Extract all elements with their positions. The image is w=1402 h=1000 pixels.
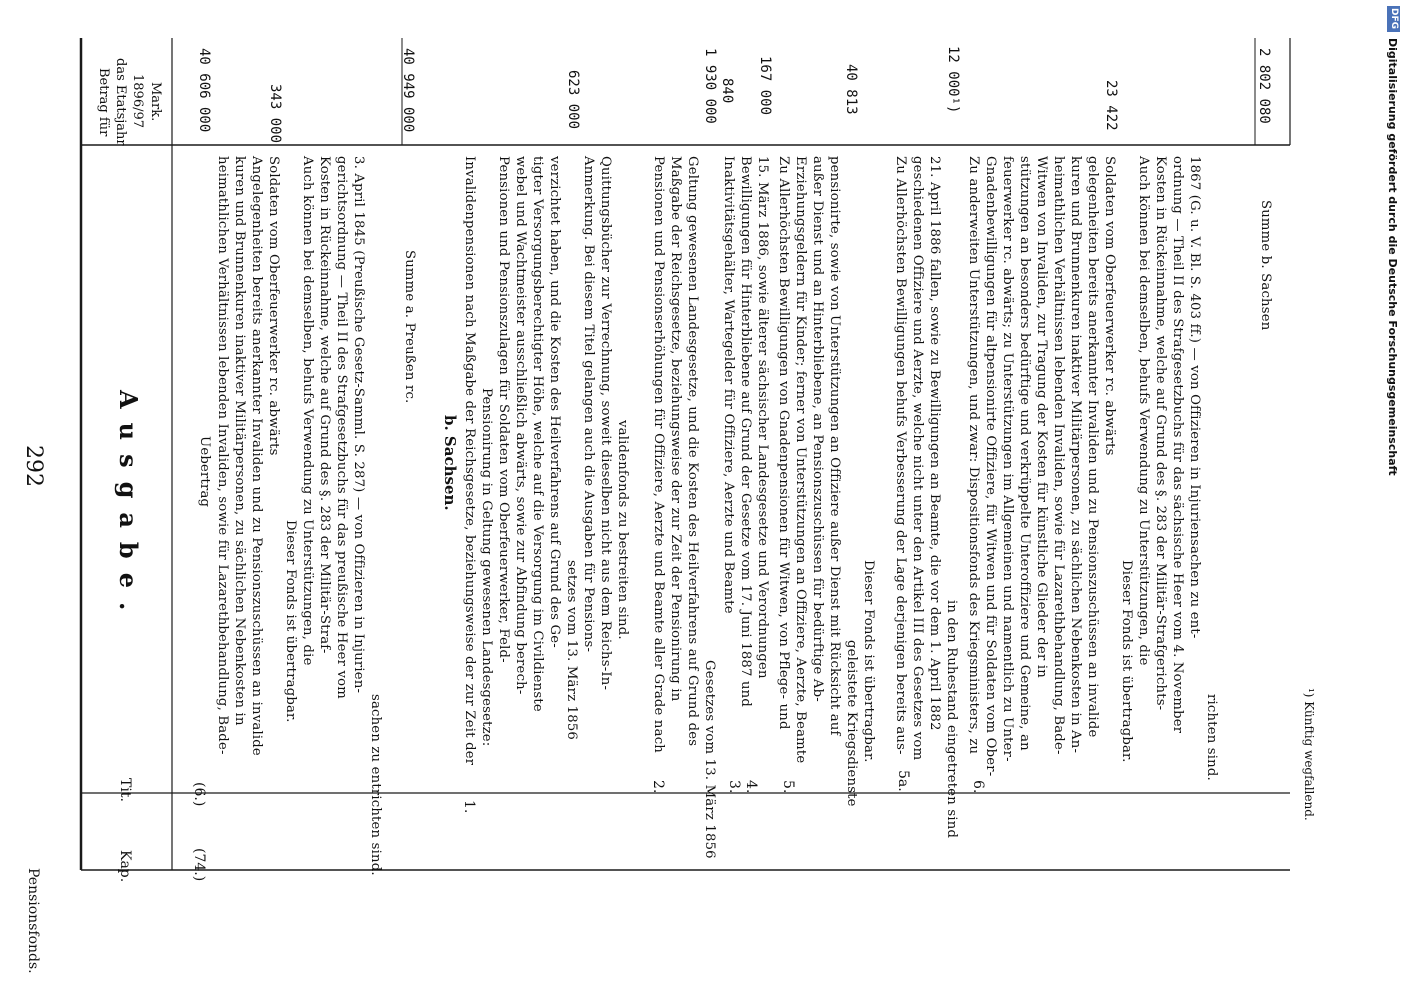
amount-b-3: 840 [719, 78, 735, 104]
amount-tit-6: 343 000 [267, 84, 283, 144]
amount-b-5: 40 813 [843, 64, 859, 115]
tit-5: 5. [780, 780, 796, 794]
entry-3-text: Inaktivitätsgehälter, Wartegelder für Offiziere, Aerzte und Beamte [721, 156, 736, 614]
tit-4: 4. [743, 780, 759, 794]
section-b-title: b. Sachsen. [441, 415, 459, 511]
sum-a-label: Summe a. Preußen rc. [402, 250, 417, 404]
tit-2: 2. [650, 780, 666, 794]
sum-b-label: Summe b. Sachsen [1258, 200, 1273, 331]
amount-b-6: 23 422 [1103, 80, 1119, 131]
tit-number: (6.) [191, 782, 207, 807]
amount-b-1: 623 000 [565, 70, 581, 130]
tit-1: 1. [461, 800, 477, 814]
running-header: Pensionsfonds. [25, 868, 41, 974]
dfg-logo [1387, 6, 1400, 32]
column-header-tit: Tit. [117, 778, 133, 802]
amount-b-2: 1 930 000 [702, 48, 718, 124]
page-number: 292 [21, 445, 46, 487]
page-title: Ausgabe. [114, 390, 143, 625]
tit-3: 3. [726, 780, 742, 794]
tit-6: 6. [970, 780, 986, 794]
column-header-kap: Kap. [117, 850, 133, 883]
footnote: ¹) Künftig wegfallend. [1302, 688, 1316, 821]
kap-number: (74.) [191, 848, 207, 882]
sum-b-amount: 2 802 080 [1256, 48, 1272, 124]
tit-5a: 5a. [895, 770, 911, 792]
sum-a-amount: 40 949 000 [400, 48, 416, 133]
amount-b-5a: 12 000¹) [945, 46, 961, 114]
amount-b-4: 167 000 [757, 56, 773, 116]
digitization-note: Digitalisierung gefördert durch die Deutsche Forschungsgemeinschaft [1386, 38, 1399, 476]
dfg-logo-text: DFG [1389, 8, 1399, 30]
uebertrag-label: Uebertrag [197, 436, 212, 508]
uebertrag-amount: 40 606 000 [196, 48, 212, 133]
